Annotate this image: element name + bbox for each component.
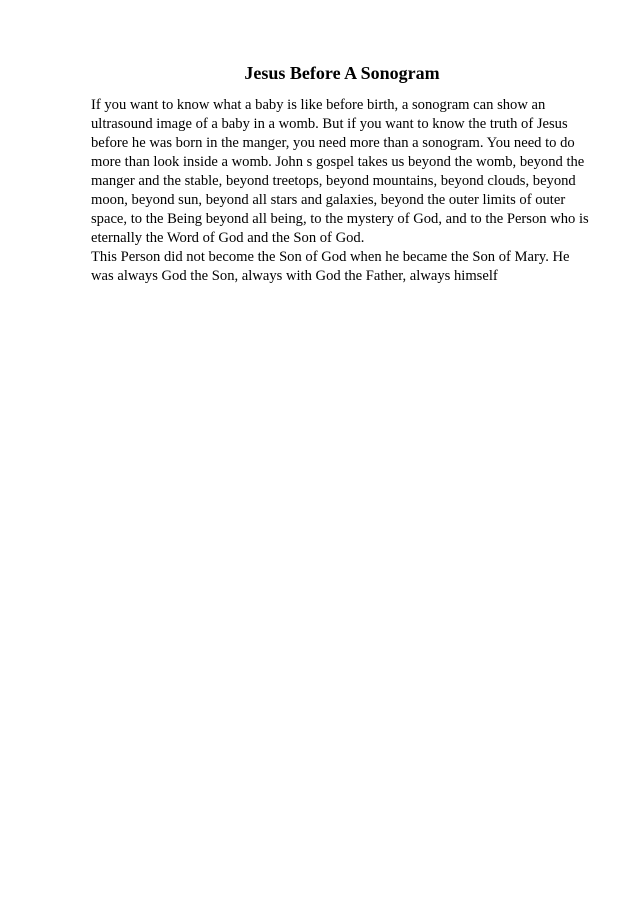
body-line: manger and the stable, beyond treetops, beyond mountains, beyond clouds, beyond [91,173,576,189]
body-line: more than look inside a womb. John s gospel takes us beyond the womb, beyond the [91,154,585,170]
body-line: was always God the Son, always with God the Father, always himself [91,268,498,284]
body-line: space, to the Being beyond all being, to the mystery of God, and to the Person who is [91,211,589,227]
body-line: before he was born in the manger, you need more than a sonogram. You need to do [91,135,575,151]
document-title: Jesus Before A Sonogram [244,63,440,83]
body-line: This Person did not become the Son of God when he became the Son of Mary. He [91,249,570,265]
body-line: ultrasound image of a baby in a womb. But if you want to know the truth of Jesus [91,116,568,132]
body-line: moon, beyond sun, beyond all stars and galaxies, beyond the outer limits of outer [91,192,566,208]
body-line: If you want to know what a baby is like before birth, a sonogram can show an [91,97,546,113]
body-line: eternally the Word of God and the Son of God. [91,230,365,246]
